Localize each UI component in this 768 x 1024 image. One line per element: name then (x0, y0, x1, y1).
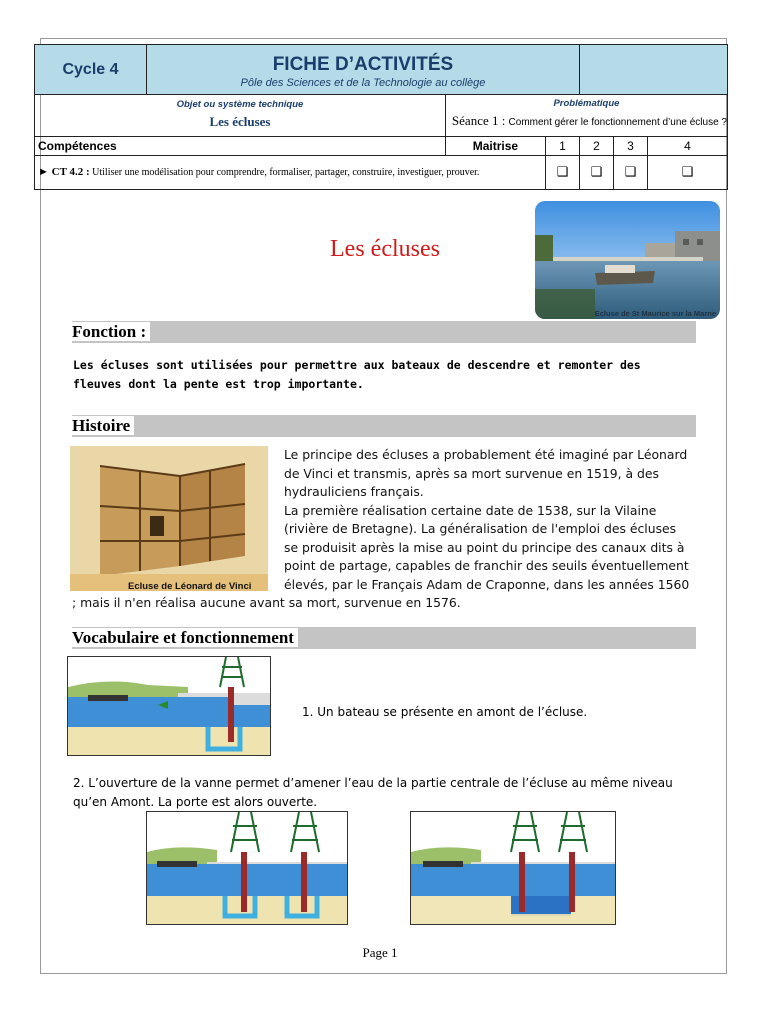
section-vocabulaire-title: Vocabulaire et fonctionnement (72, 628, 298, 647)
level-3: 3 (613, 137, 647, 156)
level-1: 1 (545, 137, 579, 156)
step-1-text: 1. Un bateau se présente en amont de l’écluse. (302, 705, 588, 719)
checkbox-level-3[interactable]: ❑ (613, 156, 647, 190)
section-histoire-title: Histoire (72, 416, 134, 435)
section-fonction (72, 321, 696, 343)
competence-ct42 (35, 156, 546, 190)
histoire-text (72, 446, 694, 613)
objet-cell (35, 95, 446, 137)
page-title: Les écluses (330, 236, 440, 262)
ct-text: Utiliser une modélisation pour comprendre, formaliser, partager, construire, investiguer, prouver. (92, 167, 480, 178)
level-4: 4 (647, 137, 727, 156)
level-2: 2 (579, 137, 613, 156)
fonction-text: Les écluses sont utilisées pour permettre aux bateaux de descendre et remonter des fleuves dont la pente est trop importante. (73, 358, 641, 391)
histoire-paragraph-1: Le principe des écluses a probablement été imaginé par Léonard de Vinci et transmis, après sa mort survenue en 1519, à des hydrauliciens français. (284, 447, 688, 499)
fiche-subtitle: Pôle des Sciences et de la Technologie au collège (240, 77, 486, 89)
photo-caption: Ecluse de St Maurice sur la Marne (594, 309, 716, 318)
competences-label: Compétences (35, 137, 446, 156)
section-vocabulaire (72, 627, 696, 649)
checkbox-level-1[interactable]: ❑ (545, 156, 579, 190)
checkbox-level-4[interactable]: ❑ (647, 156, 727, 190)
cycle-cell: Cycle 4 (35, 45, 147, 95)
leonard-caption: Ecluse de Léonard de Vinci (128, 581, 252, 592)
section-histoire (72, 415, 696, 437)
step-2-text: 2. L’ouverture de la vanne permet d’amener l’eau de la partie centrale de l’écluse au même niveau qu’en Amont. La porte est alors ouverte. (73, 776, 673, 809)
header-blank-cell (579, 45, 727, 95)
fiche-title-cell (147, 45, 580, 95)
fiche-title: FICHE D’ACTIVITÉS (272, 54, 454, 75)
lock-photo (535, 201, 720, 319)
problematique-label: Problématique (553, 98, 620, 109)
seance-label: Séance 1 : (451, 113, 506, 128)
lock-diagram-step1 (67, 656, 271, 756)
header-table (34, 44, 728, 190)
checkbox-level-2[interactable]: ❑ (579, 156, 613, 190)
lock-diagram-step2a (146, 811, 348, 925)
problematique-cell (445, 95, 727, 137)
page-number: Page 1 (362, 945, 398, 960)
objet-label: Objet ou système technique (176, 99, 304, 110)
lock-diagram-step2b (410, 811, 616, 925)
objet-value: Les écluses (209, 114, 271, 129)
section-fonction-title: Fonction : (72, 322, 150, 341)
problematique-question: Comment gérer le fonctionnement d’une écluse ? (508, 117, 727, 128)
histoire-paragraph-2: La première réalisation certaine date de 1538, sur la Vilaine (rivière de Bretagne). La généralisation de l'emploi des écluses se produisit après la mise au point du principe des canaux dits à point de partage, capables de franchir des seuils éventuellement élevés, par le Français Adam de Craponne, dans les années 1560 ; mais il n'en réalisa aucune avant sa mort, survenue en 1576. (72, 502, 690, 610)
ct-code: ► CT 4.2 : (38, 166, 90, 178)
maitrise-label: Maitrise (445, 137, 545, 156)
